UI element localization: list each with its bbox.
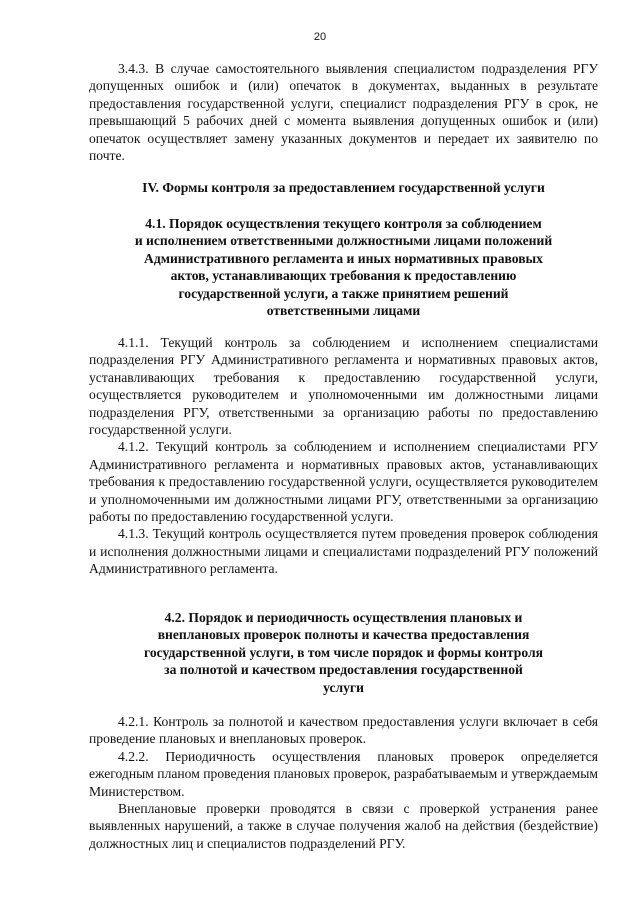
paragraph-unplanned-checks: Внеплановые проверки проводятся в связи с проверкой устранения ранее выявленных нарушений, а также в случае получения жалоб на действия (бездействие) должностных лиц и специалистов подразделений РГУ. <box>89 801 598 851</box>
section-4-2-heading-block <box>89 609 598 696</box>
section-4-2-title-line: государственной услуги, в том числе порядок и формы контроля <box>144 644 543 660</box>
paragraph-4-1-2: 4.1.2. Текущий контроль за соблюдением и исполнением специалистами РГУ Административного регламента и нормативных правовых актов, устанавливающих требования к предоставлению государственной услуги, осуществляется руководителем и уполномоченными им должностными лицами РГУ, ответственными за организацию работы по предоставлению государственной услуги. <box>89 439 598 525</box>
section-4-2-title-line: внеплановых проверок полноты и качества предоставления <box>157 627 530 643</box>
section-4-1-heading-block <box>89 215 598 319</box>
paragraph-4-2-1: 4.2.1. Контроль за полнотой и качеством предоставления услуги включает в себя проведение плановых и внеплановых проверок. <box>89 714 598 747</box>
paragraph-4-2-2: 4.2.2. Периодичность осуществления плановых проверок определяется ежегодным планом проведения плановых проверок, разрабатываемым и утверждаемым Министерством. <box>89 748 598 799</box>
section-4-1-body <box>89 334 598 578</box>
section-4-2-title-line: 4.2. Порядок и периодичность осуществления плановых и <box>164 610 523 625</box>
section-4-2-title-line: за полнотой и качеством предоставления государственной <box>164 662 523 678</box>
section-4-1-title-line: ответственными лицами <box>266 303 421 319</box>
section-4-2-title-line: услуги <box>323 679 364 695</box>
chapter-iv-title: IV. Формы контроля за предоставлением государственной услуги <box>142 180 545 195</box>
paragraph-4-1-1: 4.1.1. Текущий контроль за соблюдением и исполнением специалистами подразделения РГУ Административного регламента и нормативных правовых актов, устанавливающих требования к предоставлению государственной услуги, осуществляется руководителем и уполномоченными им должностными лицами подразделения РГУ, ответственными за организацию работы по предоставлению государственной услуги. <box>89 335 598 438</box>
section-4-1-title <box>89 215 598 319</box>
paragraph-3-4-3-block <box>89 60 598 164</box>
chapter-iv-block <box>89 179 598 196</box>
page-number: 20 <box>313 31 327 43</box>
section-4-1-title-line: и исполнением ответственными должностными лицами положений <box>134 233 553 249</box>
section-4-1-title-line: Административного регламента и иных нормативных правовых <box>144 250 543 266</box>
section-4-2-body <box>89 713 598 852</box>
section-4-1-title-line: актов, устанавливающих требования к предоставлению <box>170 268 517 284</box>
paragraph-4-1-3: 4.1.3. Текущий контроль осуществляется путем проведения проверок соблюдения и исполнения должностными лицами и специалистами подразделений РГУ положений Административного регламента. <box>89 526 598 577</box>
section-4-2-title <box>89 609 598 696</box>
paragraph-3-4-3: 3.4.3. В случае самостоятельного выявления специалистом подразделения РГУ допущенных ошибок и (или) опечаток в документах, выданных в результате предоставления государственной услуги, специалист подразделения РГУ в срок, не превышающий 5 рабочих дней с момента выявления допущенных ошибок и (или) опечаток осуществляет замену указанных документов и передает их заявителю по почте. <box>89 61 598 164</box>
section-4-1-title-line: 4.1. Порядок осуществления текущего контроля за соблюдением <box>145 216 542 231</box>
section-4-1-title-line: государственной услуги, а также принятием решений <box>178 285 509 301</box>
